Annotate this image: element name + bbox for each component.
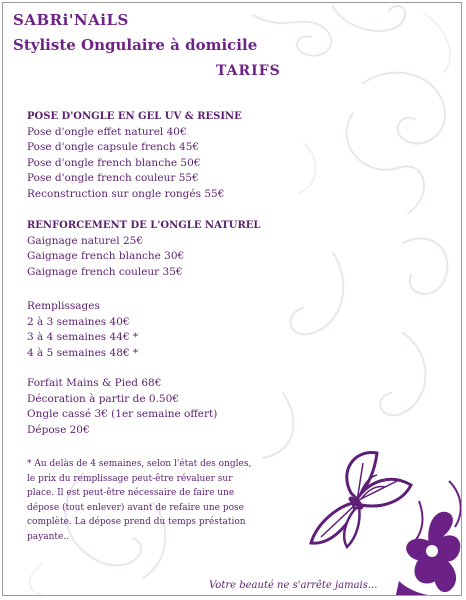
- section-renforcement: [27, 218, 260, 280]
- section-remplissages: [27, 299, 138, 361]
- price-item: Pose d'ongle capsule french 45€: [27, 141, 200, 154]
- section-pose-gel: [27, 109, 242, 203]
- page-title: TARIFS: [216, 63, 281, 79]
- footnote: * Au delàs de 4 semaines, selon l'état des ongles, le prix du remplissage peut-être révaluer sur place. Il est peut-être nécessaire de faire une dépose (tout enlever) avant de refaire une pose complète. La dépose prend du temps préstation payante..: [27, 459, 252, 542]
- price-item: Gaignage french couleur 35€: [27, 265, 183, 278]
- section-title: POSE D'ONGLE EN GEL UV & RESINE: [27, 111, 242, 122]
- butterfly-flower-illustration: [299, 441, 462, 596]
- section-extras: [27, 376, 217, 438]
- price-item: 3 à 4 semaines 44€ *: [27, 331, 139, 344]
- butterfly-icon: [311, 453, 411, 547]
- price-item: 4 à 5 semaines 48€ *: [27, 346, 139, 359]
- price-item: Pose d'ongle effet naturel 40€: [27, 125, 187, 138]
- subtitle: Styliste Ongulaire à domicile: [13, 36, 258, 54]
- brand-name: SABRi'NAiLS: [13, 11, 129, 29]
- price-item: Ongle cassé 3€ (1er semaine offert): [27, 408, 218, 421]
- price-item: Dépose 20€: [27, 423, 90, 436]
- closing-tagline: Votre beauté ne s'arrête jamais...: [209, 580, 378, 591]
- price-item: Pose d'ongle french blanche 50€: [27, 156, 201, 169]
- section-title: Remplissages: [27, 300, 100, 312]
- section-title: RENFORCEMENT DE L'ONGLE NATUREL: [27, 220, 261, 231]
- price-item: Gaignage naturel 25€: [27, 234, 143, 247]
- price-item: Reconstruction sur ongle rongés 55€: [27, 187, 225, 200]
- price-item: Pose d'ongle french couleur 55€: [27, 172, 199, 185]
- price-item: Décoration à partir de 0.50€: [27, 392, 179, 405]
- flower-icon: [395, 481, 461, 596]
- price-item: 2 à 3 semaines 40€: [27, 315, 130, 328]
- price-item: Gaignage french blanche 30€: [27, 250, 185, 263]
- price-item: Forfait Mains & Pied 68€: [27, 377, 162, 389]
- menu-card: [2, 2, 462, 596]
